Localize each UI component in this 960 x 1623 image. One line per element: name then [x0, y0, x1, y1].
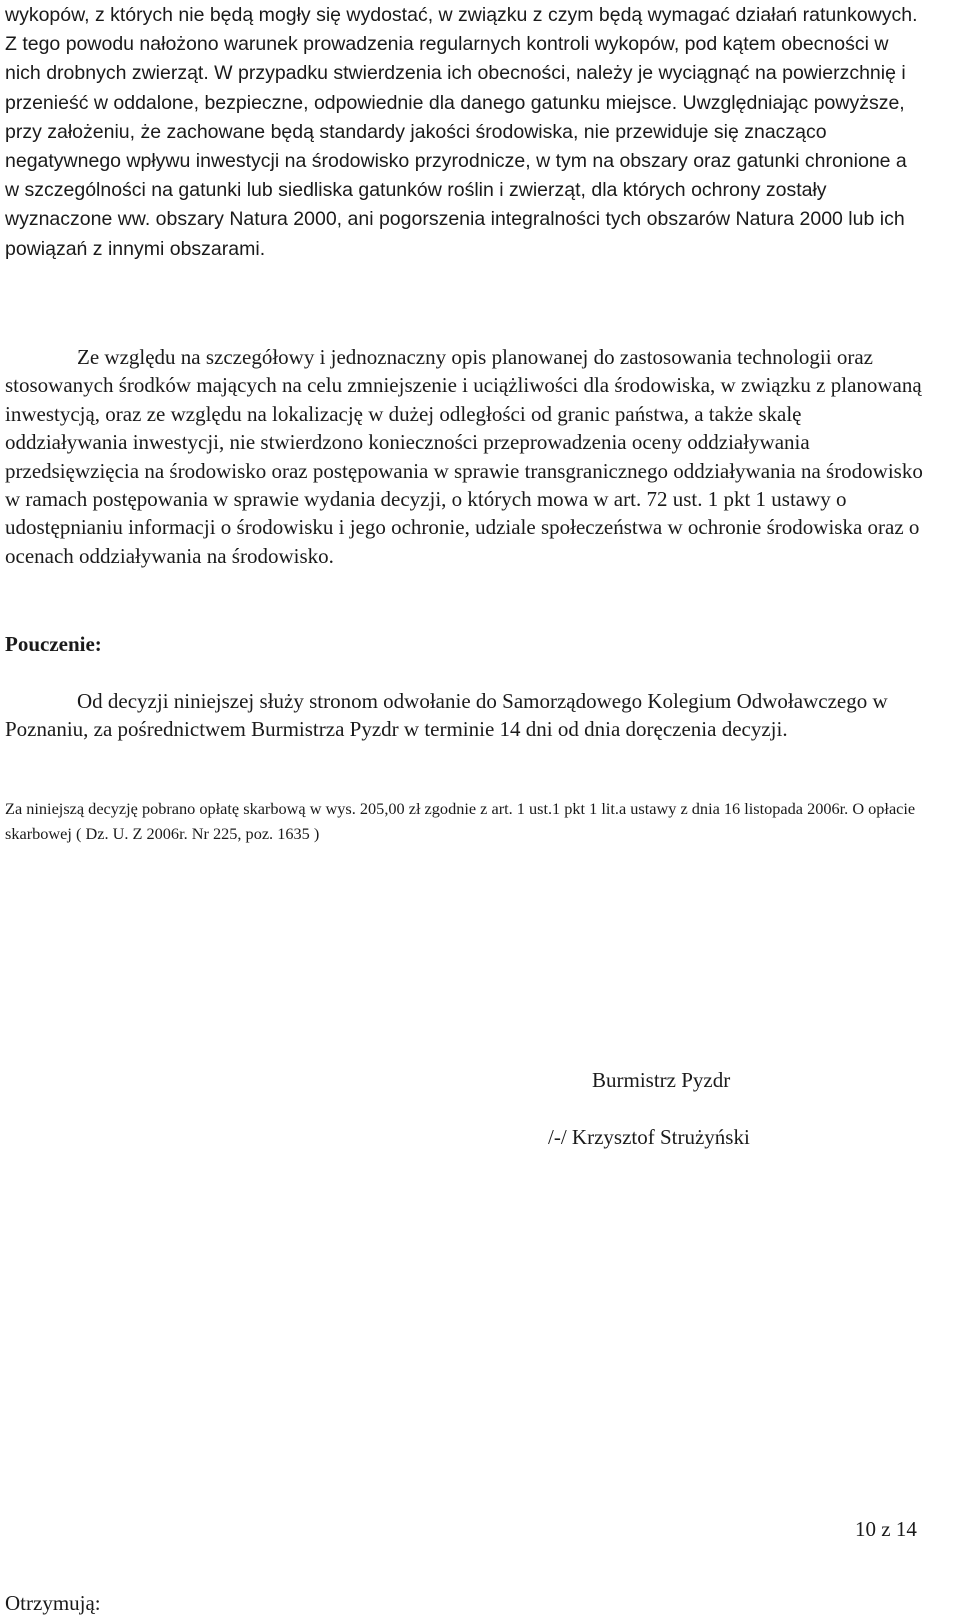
page-number: 10 z 14	[855, 1517, 917, 1541]
pouczenie-heading: Pouczenie:	[5, 632, 102, 656]
intro-paragraph: wykopów, z których nie będą mogły się wydostać, w związku z czym będą wymagać działań ratunkowych. Z tego powodu nałożono warunek prowadzenia regularnych kontroli wykopów, pod kątem obecności w nich drobnych zwierząt. W przypadku stwierdzenia ich obecności, należy je wyciągnąć na powierzchnię i przenieść w oddalone, bezpieczne, odpowiednie dla danego gatunku miejsce. Uwzględniając powyższe, przy założeniu, że zachowane będą standardy jakości środowiska, nie przewiduje się znacząco negatywnego wpływu inwestycji na środowisko przyrodnicze, w tym na obszary oraz gatunki chronione a w szczególności na gatunki lub siedliska gatunków roślin i zwierząt, dla których ochrony zostały wyznaczone ww. obszary Natura 2000, ani pogorszenia integralności tych obszarów Natura 2000 lub ich powiązań z innymi obszarami.	[5, 4, 918, 260]
assessment-paragraph: Ze względu na szczegółowy i jednoznaczny opis planowanej do zastosowania technologii oraz stosowanych środków mających na celu zmniejszenie i uciążliwości dla środowiska, w związku z planowaną inwestycją, oraz ze względu na lokalizację w dużej odległości od granic państwa, a także skalę oddziaływania inwestycji, nie stwierdzono konieczności przeprowadzenia oceny oddziaływania przedsięwzięcia na środowisko oraz postępowania w sprawie transgranicznego oddziaływania na środowisko w ramach postępowania w sprawie wydania decyzji, o których mowa w art. 72 ust. 1 pkt 1 ustawy o udostępnianiu informacji o środowisku i jego ochronie, udziale społeczeństwa w ochronie środowiska oraz o ocenach oddziaływania na środowisko.	[5, 345, 923, 568]
signature-title: Burmistrz Pyzdr	[592, 1068, 731, 1092]
appeal-paragraph: Od decyzji niniejszej służy stronom odwołanie do Samorządowego Kolegium Odwoławczego w Poznaniu, za pośrednictwem Burmistrza Pyzdr w terminie 14 dni od dnia doręczenia decyzji.	[5, 689, 888, 742]
recipients-label: Otrzymują:	[5, 1591, 101, 1615]
signature-name: /-/ Krzysztof Strużyński	[548, 1125, 750, 1149]
fee-note: Za niniejszą decyzję pobrano opłatę skarbową w wys. 205,00 zł zgodnie z art. 1 ust.1 pkt 1 lit.a ustawy z dnia 16 listopada 2006r. O opłacie skarbowej ( Dz. U. Z 2006r. Nr 225, poz. 1635 )	[5, 799, 916, 843]
